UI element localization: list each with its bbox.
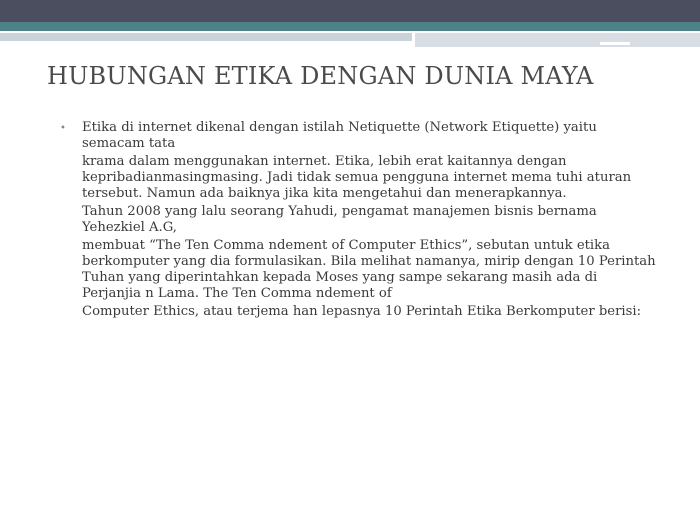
bullet-item <box>60 120 660 152</box>
bullet-text: Etika di internet dikenal dengan istilah Netiquette (Network Etiquette) yaitu semacam tata <box>82 120 597 151</box>
slide-content <box>60 120 660 322</box>
slide-title: HUBUNGAN ETIKA DENGAN DUNIA MAYA <box>47 62 594 90</box>
header-band-light-right <box>415 33 700 47</box>
paragraph-2: Tahun 2008 yang lalu seorang Yahudi, pengamat manajemen bisnis bernama Yehezkiel A.G, <box>82 204 597 235</box>
header-band-teal <box>0 22 700 31</box>
paragraph-3: membuat “The Ten Comma ndement of Computer Ethics”, sebutan untuk etika berkomputer yang dia formulasikan. Bila melihat namanya, mirip dengan 10 Perintah Tuhan yang diperintahkan kepada Moses yang sampe sekarang masih ada di Perjanjia n Lama. The Ten Comma ndement of <box>82 238 656 301</box>
bullet-dot-icon: • <box>60 123 66 134</box>
header-band-light-left <box>0 33 412 41</box>
paragraph-4: Computer Ethics, atau terjema han lepasnya 10 Perintah Etika Berkomputer berisi: <box>82 304 642 319</box>
header-band-dark <box>0 0 700 22</box>
header-band-accent <box>600 42 630 45</box>
paragraph-1: krama dalam menggunakan internet. Etika, lebih erat kaitannya dengan kepribadianmasingmasing. Jadi tidak semua pengguna internet mema tuhi aturan tersebut. Namun ada baiknya jika kita mengetahui dan menerapkannya. <box>82 154 632 201</box>
